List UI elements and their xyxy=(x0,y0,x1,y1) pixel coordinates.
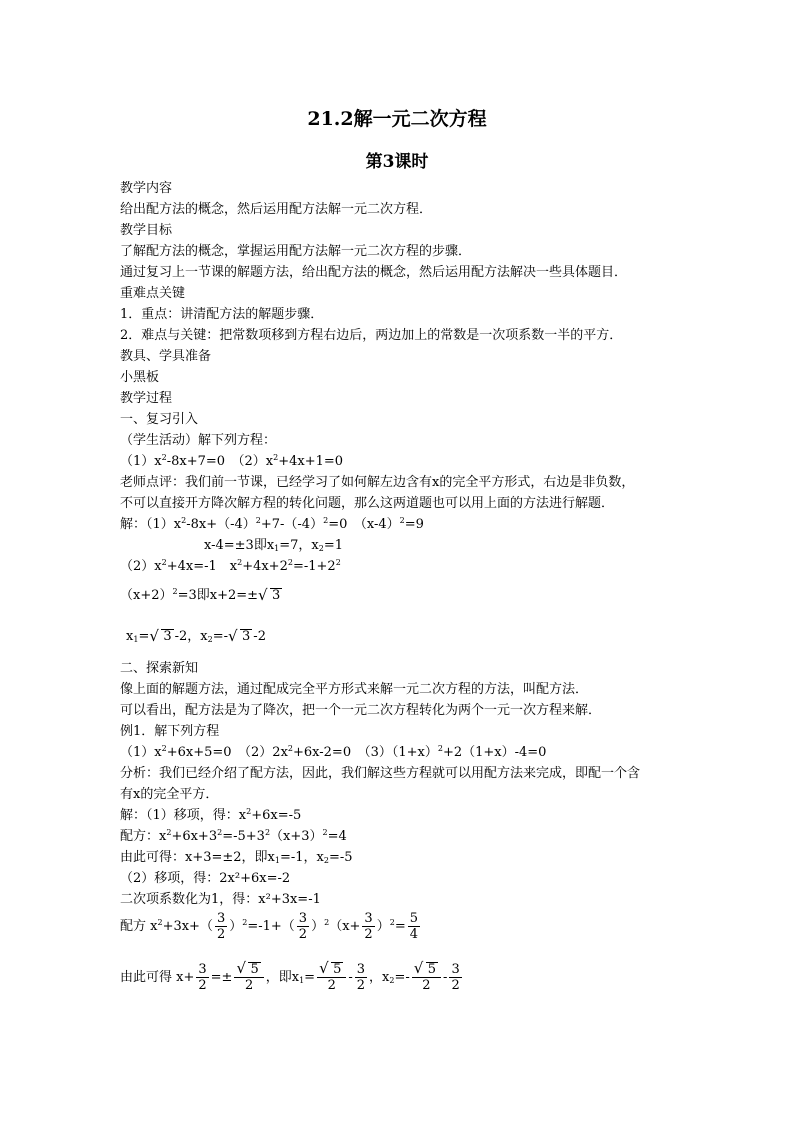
equation-line: 配方：$x^2+6x+3^2=-5+3^2(x+3)^2=4$ xyxy=(120,828,347,844)
equation-line: 由此可得：x+3=±2，即$x_1=-1$，$x_2=-5$ xyxy=(120,850,353,865)
page-subtitle: 第3课时 xyxy=(365,152,429,172)
equation-line: （2）移项，得：2x²+6x=-2 xyxy=(120,871,291,886)
equation-line: 由此可得 x+ $\frac{3}{2}$ =± √ $\frac{5}{2}$ ，即$x_1=$ √ $\frac{5}{2}$ - $\frac{3}{2}$ ，$x_2=-$ √ $\frac{5}{2}$ - $\frac{3}{2}$ xyxy=(120,962,464,993)
section-heading-process: 教学过程 xyxy=(120,391,173,406)
fraction: $\frac{3}{2}$ xyxy=(356,962,366,993)
section-heading-objectives: 教学目标 xyxy=(120,223,173,238)
equation-line: $(x+2)^2=3$即x+2=±√ 3 xyxy=(120,588,283,604)
fraction: $\frac{3}{2}$ xyxy=(198,962,207,993)
fraction: √ $\frac{5}{2}$ xyxy=(412,962,441,993)
paragraph: 可以看出，配方法是为了降次，把一个一元二次方程转化为两个一元一次方程来解． xyxy=(120,703,602,718)
square-root: √ 5 xyxy=(414,962,438,977)
paragraph: 有x的完全平方． xyxy=(120,787,219,802)
equation-line: $(1)x^2+6x+5=0$ $(2)2x^2+6x-2=0$ $(3)(1+x)^2+2(1+x)-4=0$ xyxy=(120,744,547,760)
paragraph: 小黑板 xyxy=(120,370,160,385)
equation-line: 二次项系数化为1，得：x²+3x=-1 xyxy=(120,892,321,907)
paragraph: 给出配方法的概念，然后运用配方法解一元二次方程． xyxy=(120,202,433,217)
square-root: √ 3 xyxy=(228,629,252,645)
square-root: √ 5 xyxy=(319,962,343,977)
section-heading-explore: 二、探索新知 xyxy=(120,661,199,676)
paragraph: 不可以直接开方降次解方程的转化问题，那么这两道题也可以用上面的方法进行解题． xyxy=(120,496,615,511)
equation-line: 解：（1）移项，得：$x^2+6x=-5$ xyxy=(120,807,302,823)
fraction: $\frac{3}{2}$ xyxy=(298,911,308,942)
square-root: √ 3 xyxy=(258,588,282,604)
paragraph: 像上面的解题方法，通过配成完全平方形式来解一元二次方程的方法，叫配方法． xyxy=(120,682,589,697)
page-title: 21.2解一元二次方程 xyxy=(307,108,487,130)
section-heading-materials: 教具、学具准备 xyxy=(120,349,212,364)
paragraph: （学生活动）解下列方程： xyxy=(120,433,277,448)
fraction: √ $\frac{5}{2}$ xyxy=(234,962,263,993)
example-heading: 例1．解下列方程 xyxy=(120,724,220,739)
equation-line: 配方 $x^2+3x+$（ $\frac{3}{2}$ ）$^2$=-1+（ $\frac{3}{2}$ ）$^2$（x+ $\frac{3}{2}$ ）$^2$= $\frac{5}{4}$ xyxy=(120,911,418,942)
equation-line: $(1)x^2-8x+7=0$ $(2)x^2+4x+1=0$ xyxy=(120,453,344,469)
equation-line: x-4=±3即$x_1=7$，$x_2=1$ xyxy=(204,538,344,553)
paragraph: 1．重点：讲清配方法的解题步骤． xyxy=(120,307,324,322)
fraction: √ $\frac{5}{2}$ xyxy=(317,962,346,993)
equation-line: $(2)x^2+4x=-1$ $x^2+4x+2^2=-1+2^2$ xyxy=(120,558,341,574)
paragraph: 老师点评：我们前一节课，已经学习了如何解左边含有x的完全平方形式，右边是非负数， xyxy=(120,475,635,490)
square-root: √ 5 xyxy=(236,962,260,977)
fraction: $\frac{5}{4}$ xyxy=(409,911,418,942)
equation-line: 解：$(1)x^2-8x+(-4)^2+7-(-4)^2=0$ $(x-4)^2=9$ xyxy=(120,516,424,532)
section-heading-content: 教学内容 xyxy=(120,181,173,196)
fraction: $\frac{3}{2}$ xyxy=(216,911,226,942)
paragraph: 通过复习上一节课的解题方法，给出配方法的概念，然后运用配方法解决一些具体题目． xyxy=(120,265,628,280)
section-heading-keypoints: 重难点关键 xyxy=(120,286,186,301)
square-root: √ 3 xyxy=(149,629,173,645)
fraction: $\frac{3}{2}$ xyxy=(364,911,373,942)
paragraph: 了解配方法的概念，掌握运用配方法解一元二次方程的步骤． xyxy=(120,244,472,259)
paragraph: 2．难点与关键：把常数项移到方程右边后，两边加上的常数是一次项系数一半的平方． xyxy=(120,328,623,343)
fraction: $\frac{3}{2}$ xyxy=(451,962,460,993)
paragraph: 分析：我们已经介绍了配方法，因此，我们解这些方程就可以用配方法来完成，即配一个含 xyxy=(120,766,641,781)
equation-line: $x_1=√$ 3 -2，$x_2=-√$ 3 -2 xyxy=(126,629,266,645)
section-heading-review: 一、复习引入 xyxy=(120,412,199,427)
